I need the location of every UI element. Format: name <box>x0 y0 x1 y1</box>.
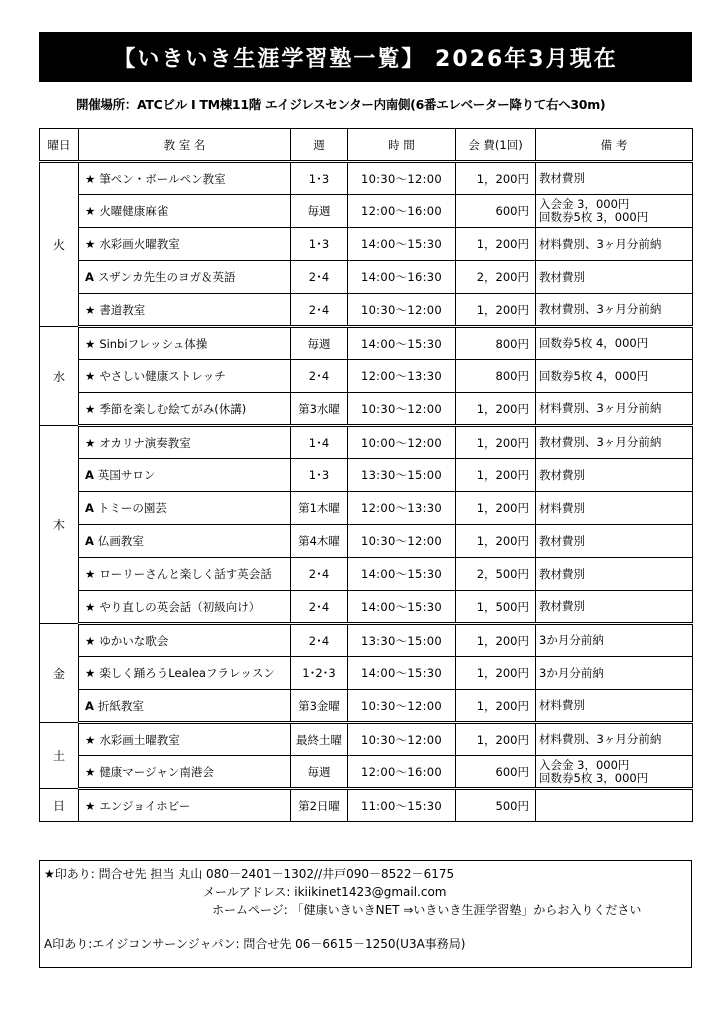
class-name-cell <box>79 195 291 228</box>
star-mark-icon: ★ <box>85 302 96 317</box>
fee-cell: 600円 <box>456 756 536 789</box>
header-fee: 会 費(1回) <box>456 129 536 162</box>
contact-email: メールアドレス: ikiikinet1423@gmail.com <box>203 885 447 899</box>
time-cell: 14:00～15:30 <box>348 558 456 591</box>
time-cell: 14:00～15:30 <box>348 657 456 690</box>
notes-cell <box>536 195 693 228</box>
time-cell: 14:00～15:30 <box>348 591 456 624</box>
fee-cell: 1，200円 <box>456 294 536 327</box>
notes-cell <box>536 327 693 360</box>
class-name-cell <box>79 525 291 558</box>
table-row <box>40 756 693 789</box>
table-row <box>40 459 693 492</box>
table-row <box>40 162 693 195</box>
time-cell: 10:30～12:00 <box>348 294 456 327</box>
time-cell: 10:30～12:00 <box>348 723 456 756</box>
note-line: 教材費別 <box>539 566 585 581</box>
header-day: 曜日 <box>40 129 79 162</box>
a-mark-icon: A <box>85 534 94 548</box>
fee-cell: 1，500円 <box>456 591 536 624</box>
week-cell: 第3水曜 <box>291 393 348 426</box>
fee-cell: 800円 <box>456 360 536 393</box>
note-line: 材料費別、3ヶ月分前納 <box>539 236 662 251</box>
table-row <box>40 327 693 360</box>
class-name-cell <box>79 360 291 393</box>
note-line: 回数券5枚 4，000円 <box>539 336 649 350</box>
class-name-cell <box>79 624 291 657</box>
time-cell: 12:00～16:00 <box>348 195 456 228</box>
class-name: 水彩画土曜教室 <box>99 732 180 747</box>
class-name-cell <box>79 228 291 261</box>
time-cell: 10:30～12:00 <box>348 525 456 558</box>
fee-cell: 1，200円 <box>456 162 536 195</box>
class-name: エンジョイホビー <box>99 798 191 813</box>
table-row <box>40 195 693 228</box>
class-name: ローリーさんと楽しく話す英会話 <box>99 566 272 581</box>
fee-cell: 2，500円 <box>456 558 536 591</box>
day-cell: 火 <box>40 162 79 327</box>
fee-cell: 1，200円 <box>456 624 536 657</box>
star-mark-icon: ★ <box>85 665 96 680</box>
class-name: 火曜健康麻雀 <box>99 204 169 218</box>
week-cell: 毎週 <box>291 195 348 228</box>
class-name: 英国サロン <box>97 468 156 482</box>
notes-cell <box>536 261 693 294</box>
note-line: 教材費別 <box>539 467 585 482</box>
star-mark-icon: ★ <box>85 435 96 450</box>
fee-cell: 1，200円 <box>456 459 536 492</box>
class-name-cell <box>79 558 291 591</box>
week-cell: 第4木曜 <box>291 525 348 558</box>
notes-cell <box>536 525 693 558</box>
class-name: 書道教室 <box>99 302 146 317</box>
fee-cell: 2，200円 <box>456 261 536 294</box>
fee-cell: 1，200円 <box>456 393 536 426</box>
a-mark-icon: A <box>85 468 94 482</box>
class-name-cell <box>79 393 291 426</box>
notes-cell <box>536 657 693 690</box>
note-line: 教材費別 <box>539 269 585 284</box>
class-name: トミーの園芸 <box>97 501 167 515</box>
note-line: 材料費別、3ヶ月分前納 <box>539 401 662 415</box>
note-line: 教材費別 <box>539 171 585 185</box>
time-cell: 10:30～12:00 <box>348 690 456 723</box>
star-mark-icon: ★ <box>85 633 96 648</box>
fee-cell: 1，200円 <box>456 690 536 723</box>
star-mark-icon: ★ <box>85 566 96 581</box>
table-row <box>40 261 693 294</box>
notes-cell <box>536 723 693 756</box>
note-line: 教材費別 <box>539 599 585 613</box>
notes-cell <box>536 624 693 657</box>
notes-cell <box>536 162 693 195</box>
header-time: 時 間 <box>348 129 456 162</box>
note-line: 材料費別、3ヶ月分前納 <box>539 732 662 746</box>
star-mark-icon: ★ <box>85 401 96 416</box>
notes-cell <box>536 294 693 327</box>
notes-cell <box>536 492 693 525</box>
table-row <box>40 228 693 261</box>
week-cell: 毎週 <box>291 756 348 789</box>
star-mark-icon: ★ <box>85 369 96 383</box>
week-cell: 1･3 <box>291 228 348 261</box>
notes-cell <box>536 591 693 624</box>
note-line: 材料費別 <box>539 500 585 515</box>
table-row <box>40 789 693 822</box>
time-cell: 13:30～15:00 <box>348 624 456 657</box>
class-name-cell <box>79 723 291 756</box>
class-name-cell <box>79 756 291 789</box>
day-cell: 木 <box>40 426 79 624</box>
time-cell: 12:00～16:00 <box>348 756 456 789</box>
time-cell: 10:30～12:00 <box>348 162 456 195</box>
time-cell: 11:00～15:30 <box>348 789 456 822</box>
class-name: 楽しく踊ろうLealeaフラレッスン <box>99 665 275 680</box>
header-week: 週 <box>291 129 348 162</box>
fee-cell: 1，200円 <box>456 525 536 558</box>
note-line: 3か月分前納 <box>539 665 604 680</box>
table-row <box>40 591 693 624</box>
week-cell: 第3金曜 <box>291 690 348 723</box>
time-cell: 13:30～15:00 <box>348 459 456 492</box>
class-name: Sinbiフレッシュ体操 <box>99 336 208 351</box>
notes-cell <box>536 393 693 426</box>
time-cell: 10:00～12:00 <box>348 426 456 459</box>
week-cell: 1･3 <box>291 459 348 492</box>
a-mark-icon: A <box>85 698 94 713</box>
header-notes: 備 考 <box>536 129 693 162</box>
fee-cell: 800円 <box>456 327 536 360</box>
star-mark-icon: ★ <box>85 237 96 251</box>
class-name-cell <box>79 162 291 195</box>
week-cell: 2･4 <box>291 624 348 657</box>
week-cell: 第2日曜 <box>291 789 348 822</box>
week-cell: 2･4 <box>291 558 348 591</box>
class-name: 仏画教室 <box>97 534 144 548</box>
star-mark-icon: ★ <box>85 336 96 351</box>
notes-cell <box>536 756 693 789</box>
time-cell: 12:00～13:30 <box>348 492 456 525</box>
class-name: やり直しの英会話（初級向け） <box>99 599 261 614</box>
table-row <box>40 393 693 426</box>
class-name-cell <box>79 492 291 525</box>
note-line: 教材費別 <box>539 533 585 548</box>
notes-cell <box>536 228 693 261</box>
note-line: 3か月分前納 <box>539 633 604 647</box>
class-name-cell <box>79 294 291 327</box>
notes-cell <box>536 789 693 822</box>
week-cell: 第1木曜 <box>291 492 348 525</box>
notes-cell <box>536 360 693 393</box>
class-name: 折紙教室 <box>97 698 144 713</box>
table-row <box>40 294 693 327</box>
class-name: オカリナ演奏教室 <box>99 435 191 450</box>
star-mark-icon: ★ <box>85 764 96 779</box>
class-name-cell <box>79 657 291 690</box>
class-name-cell <box>79 591 291 624</box>
a-mark-icon: A <box>85 501 94 515</box>
class-name: やさしい健康ストレッチ <box>99 369 226 383</box>
time-cell: 14:00～15:30 <box>348 327 456 360</box>
week-cell: 1･4 <box>291 426 348 459</box>
week-cell: 2･4 <box>291 591 348 624</box>
note-line: 入会金 3，000円 <box>539 757 630 772</box>
class-name: 健康マージャン南港会 <box>99 764 214 779</box>
class-name: スザンカ先生のヨガ＆英語 <box>97 270 236 284</box>
page-title: 【いきいき生涯学習塾一覧】 2026年3月現在 <box>39 32 692 82</box>
week-cell: 1･2･3 <box>291 657 348 690</box>
schedule-table <box>39 128 693 822</box>
note-line: 回数券5枚 4，000円 <box>539 368 649 383</box>
class-name-cell <box>79 690 291 723</box>
table-row <box>40 657 693 690</box>
star-mark-icon: ★ <box>85 599 96 614</box>
time-cell: 14:00～16:30 <box>348 261 456 294</box>
note-line: 回数券5枚 3，000円 <box>539 770 649 785</box>
note-line: 材料費別 <box>539 698 585 712</box>
star-mark-icon: ★ <box>85 204 96 218</box>
note-line: 教材費別、3ヶ月分前納 <box>539 435 662 449</box>
note-line: 入会金 3，000円 <box>539 197 630 211</box>
note-line: 教材費別、3ヶ月分前納 <box>539 302 662 316</box>
day-cell: 金 <box>40 624 79 723</box>
class-name-cell <box>79 789 291 822</box>
class-name: 季節を楽しむ絵てがみ(休講) <box>99 401 247 416</box>
notes-cell <box>536 426 693 459</box>
fee-cell: 1，200円 <box>456 228 536 261</box>
week-cell: 2･4 <box>291 261 348 294</box>
notes-cell <box>536 459 693 492</box>
a-mark-icon: A <box>85 270 94 284</box>
week-cell: 最終土曜 <box>291 723 348 756</box>
table-row <box>40 624 693 657</box>
table-row <box>40 690 693 723</box>
contact-homepage: ホームページ: 「健康いきいきNET ⇒いきいき生涯学習塾」からお入りください <box>212 903 642 917</box>
week-cell: 1･3 <box>291 162 348 195</box>
fee-cell: 1，200円 <box>456 492 536 525</box>
table-header-row <box>40 129 693 162</box>
class-name-cell <box>79 261 291 294</box>
day-cell: 土 <box>40 723 79 789</box>
venue-info: 開催場所：ATCビル I TM棟11階 エイジレスセンター内南側(6番エレベーター降りて右へ30m) <box>76 97 606 112</box>
notes-cell <box>536 690 693 723</box>
class-name-cell <box>79 459 291 492</box>
header-class-name: 教 室 名 <box>79 129 291 162</box>
week-cell: 2･4 <box>291 294 348 327</box>
class-name-cell <box>79 327 291 360</box>
table-row <box>40 492 693 525</box>
fee-cell: 1，200円 <box>456 723 536 756</box>
table-row <box>40 723 693 756</box>
star-mark-icon: ★ <box>85 798 96 813</box>
fee-cell: 600円 <box>456 195 536 228</box>
class-name-cell <box>79 426 291 459</box>
note-line: 回数券5枚 3，000円 <box>539 210 649 224</box>
contact-box <box>39 860 692 968</box>
schedule-body <box>40 162 693 822</box>
table-row <box>40 525 693 558</box>
day-cell: 水 <box>40 327 79 426</box>
week-cell: 2･4 <box>291 360 348 393</box>
fee-cell: 1，200円 <box>456 657 536 690</box>
contact-star: ★印あり: 問合せ先 担当 丸山 080－2401－1302//井戸090－8522－6175 <box>44 867 455 881</box>
class-name: ゆかいな歌会 <box>99 633 169 648</box>
fee-cell: 1，200円 <box>456 426 536 459</box>
star-mark-icon: ★ <box>85 732 96 747</box>
fee-cell: 500円 <box>456 789 536 822</box>
week-cell: 毎週 <box>291 327 348 360</box>
notes-cell <box>536 558 693 591</box>
star-mark-icon: ★ <box>85 171 96 186</box>
time-cell: 14:00～15:30 <box>348 228 456 261</box>
contact-a-mark: A印あり:エイジコンサーンジャパン: 問合せ先 06－6615－1250(U3A事務局) <box>44 937 466 951</box>
time-cell: 10:30～12:00 <box>348 393 456 426</box>
table-row <box>40 426 693 459</box>
table-row <box>40 558 693 591</box>
class-name: 筆ペン・ボールペン教室 <box>99 171 226 186</box>
day-cell: 日 <box>40 789 79 822</box>
table-row <box>40 360 693 393</box>
class-name: 水彩画火曜教室 <box>99 237 180 251</box>
time-cell: 12:00～13:30 <box>348 360 456 393</box>
